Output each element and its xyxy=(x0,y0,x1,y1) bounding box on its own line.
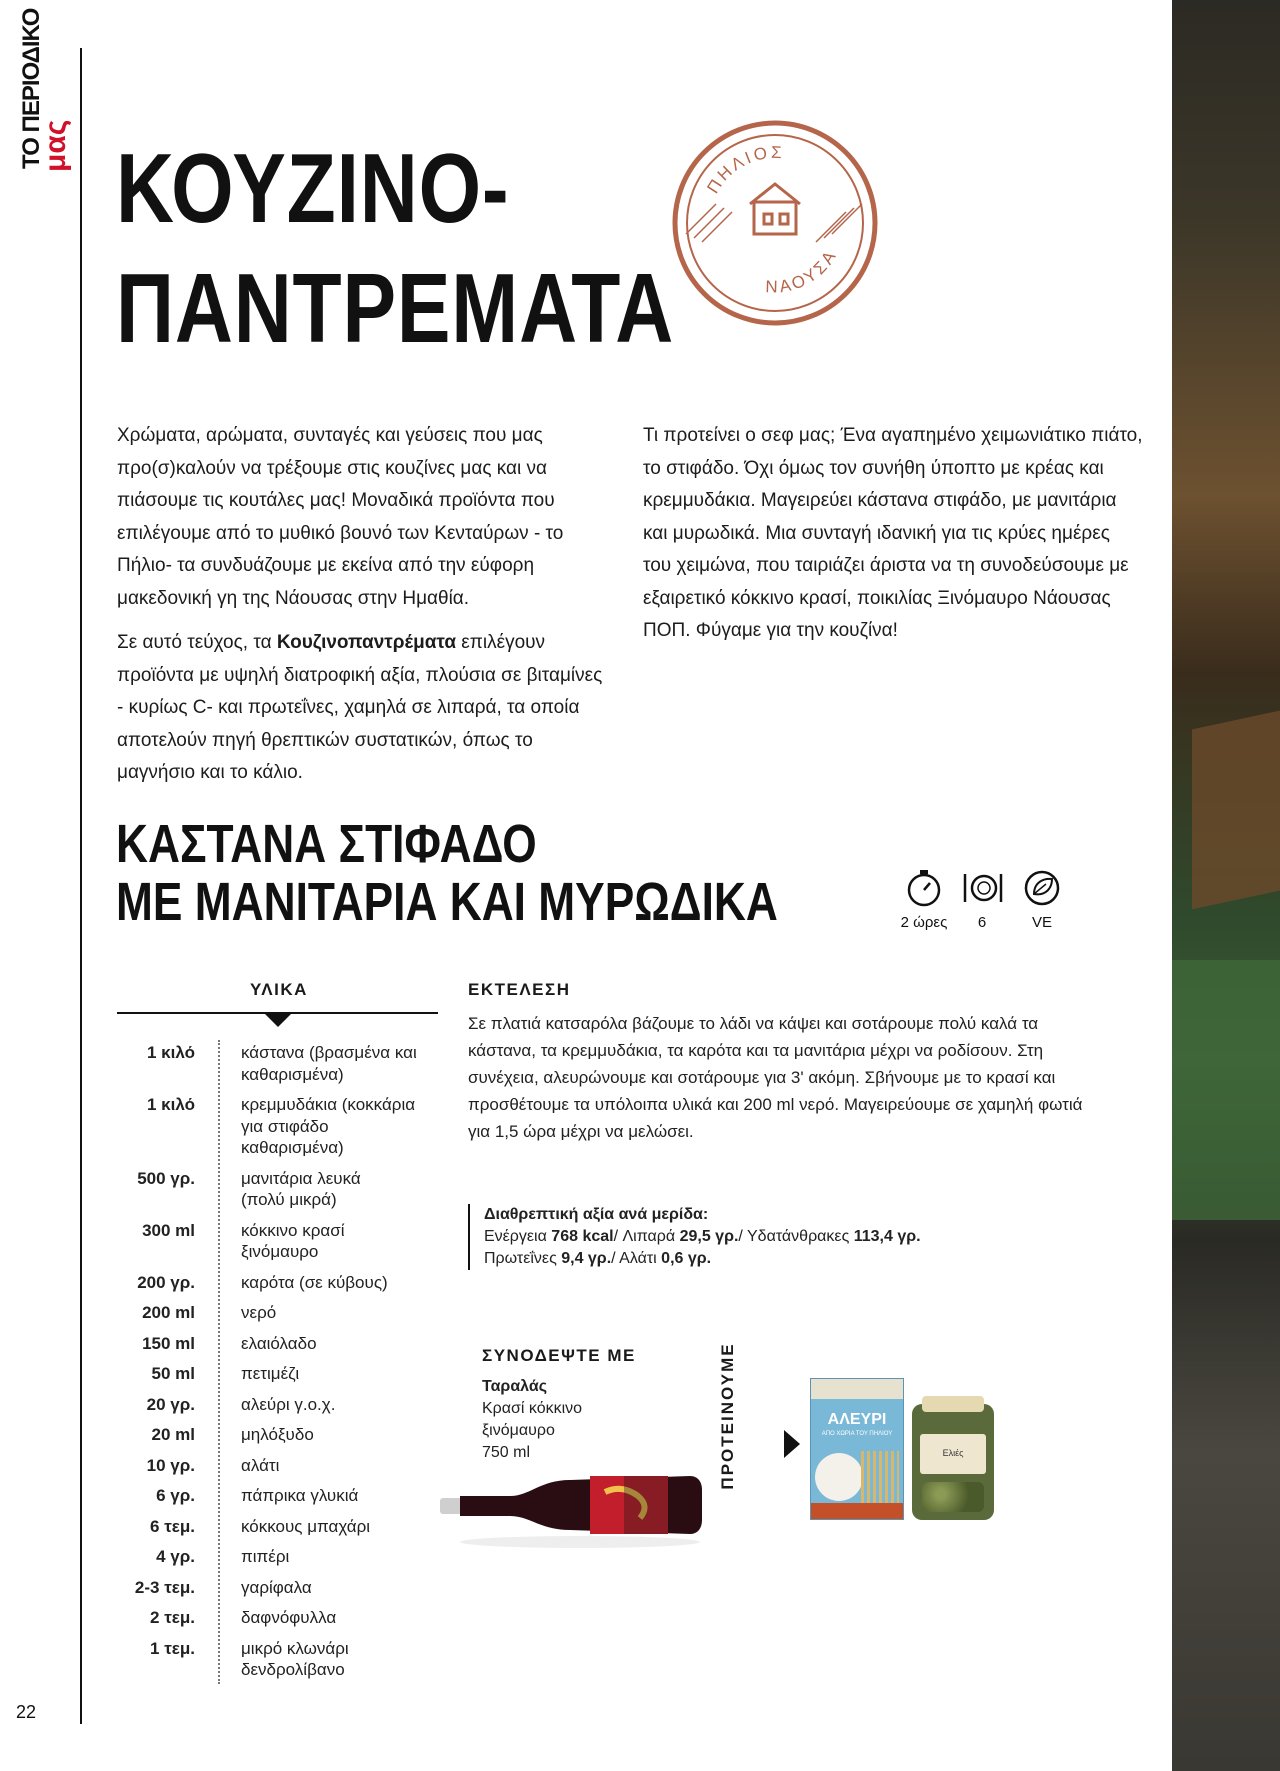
ingredient-row xyxy=(117,1094,437,1159)
wine-line-2: ξινόμαυρο xyxy=(482,1422,555,1439)
ingredient-row xyxy=(117,1485,437,1507)
photo-wood-board xyxy=(1192,711,1280,910)
ingredient-qty: 20 γρ. xyxy=(146,1394,195,1414)
time-meta xyxy=(896,868,952,931)
side-food-photo xyxy=(1172,0,1280,1771)
protein-value: 9,4 γρ. xyxy=(561,1250,612,1267)
ingredient-qty: 1 κιλό xyxy=(146,1095,195,1114)
intro-column-right xyxy=(643,420,1143,660)
masthead-line2: μας xyxy=(39,119,72,172)
recipe-title xyxy=(116,815,778,931)
servings-meta xyxy=(960,868,1004,931)
ingredient-row xyxy=(117,1363,437,1385)
ingredient-qty: 2-3 τεμ. xyxy=(134,1577,195,1597)
stopwatch-icon xyxy=(904,868,944,908)
execution-text: Σε πλατιά κατσαρόλα βάζουμε το λάδι να κάψει και σοτάρουμε πολύ καλά τα κάστανα, τα κρεμμυδάκια, τα καρότα και τα μανιτάρια μέχρι να ροδίσουν. Στη συνέχεια, αλευρώνουμε και σοτάρουμε για 3' ακόμη. Σβήνουμε με το κρασί και προσθέτουμε τα υπόλοιπα υλικά και 200 ml νερό. Μαγειρεύουμε σε χαμηλή φωτιά για 1,5 ώρα μέχρι να μελώσει. xyxy=(468,1014,1083,1141)
servings-label: 6 xyxy=(977,914,987,931)
ingredients-heading: ΥΛΙΚΑ xyxy=(250,980,308,999)
ingredient-qty: 2 τεμ. xyxy=(150,1608,195,1627)
ingredient-qty: 200 γρ. xyxy=(137,1272,195,1292)
ingredient-qty: 200 ml xyxy=(142,1303,195,1322)
diet-label: VE xyxy=(1031,914,1052,931)
ingredient-name: νερό xyxy=(241,1303,277,1322)
ingredient-name: αλάτι xyxy=(241,1455,280,1475)
ingredient-qty: 6 τεμ. xyxy=(150,1516,195,1536)
ingredient-name: μικρό κλωνάρι δενδρολίβανο xyxy=(241,1638,349,1679)
jar-label-text: Ελιές xyxy=(942,1448,964,1458)
ingredient-name: πάπρικα γλυκιά xyxy=(241,1486,359,1505)
ingredient-qty: 20 ml xyxy=(151,1425,195,1444)
ingredient-row xyxy=(117,1638,437,1681)
nutrition-heading: Διαθρεπτική αξία ανά μερίδα: xyxy=(484,1206,709,1223)
ingredient-name: μανιτάρια λευκά (πολύ μικρά) xyxy=(241,1168,361,1209)
ingredient-list xyxy=(117,1042,437,1690)
ingredient-name: μηλόξυδο xyxy=(241,1425,314,1444)
magazine-masthead xyxy=(4,8,72,190)
ingredient-qty: 4 γρ. xyxy=(156,1547,195,1566)
ingredient-row xyxy=(117,1516,437,1538)
olive-jar-image xyxy=(912,1404,994,1520)
ingredient-row xyxy=(117,1455,437,1477)
pairing-details xyxy=(482,1376,582,1464)
ingredient-row xyxy=(117,1302,437,1324)
flour-pack-subtext: ΑΠΟ ΧΩΡΙΑ ΤΟΥ ΠΗΛΙΟΥ xyxy=(821,1431,893,1437)
ingredient-qty: 1 τεμ. xyxy=(150,1638,195,1658)
suggestions-label: ΠΡΟΤΕΙΝΟΥΜΕ xyxy=(718,1342,737,1490)
ingredient-row xyxy=(117,1272,437,1294)
intro-paragraph-2-cont: επιλέγουν προϊόντα με υψηλή διατροφική αξία, πλούσια σε βιταμίνες - κυρίως C- και πρωτεΐνες, χαμηλά σε λιπαρά, τα οποία αποτελούν πηγή θρεπτικών συστατικών, όπως το μαγνήσιο και το κάλιο. xyxy=(117,632,603,783)
page-title xyxy=(116,128,674,368)
svg-text:ΝΑΟΥΣΑ xyxy=(757,241,847,308)
recipe-title-line-1: ΚΑΣΤΑΝΑ ΣΤΙΦΑΔΟ xyxy=(116,814,537,874)
wine-bottle-image xyxy=(440,1462,702,1552)
flour-pack-text: ΑΛΕΥΡΙ xyxy=(827,1411,887,1428)
stamp-bottom-text: ΝΑΟΥΣΑ xyxy=(765,245,842,297)
ingredient-row xyxy=(117,1333,437,1355)
title-line-2: ΠΑΝΤΡΕΜΑΤΑ xyxy=(116,253,675,363)
village-house-icon xyxy=(750,184,800,234)
salt-value: 0,6 γρ. xyxy=(661,1250,712,1267)
diet-meta xyxy=(1020,868,1064,931)
flour-pack-image xyxy=(810,1378,904,1520)
time-label: 2 ώρες xyxy=(900,914,948,931)
vertical-divider xyxy=(80,48,82,1724)
ingredient-row xyxy=(117,1546,437,1568)
ingredient-name: δαφνόφυλλα xyxy=(241,1608,337,1627)
ingredient-qty: 150 ml xyxy=(142,1333,195,1353)
ingredient-name: γαρίφαλα xyxy=(241,1577,312,1597)
intro-column-left xyxy=(117,420,607,802)
ingredient-name: κόκκινο κρασί ξινόμαυρο xyxy=(241,1220,345,1261)
ingredient-qty: 10 γρ. xyxy=(146,1455,195,1475)
ingredient-row xyxy=(117,1607,437,1629)
ingredient-name: κάστανα (βρασμένα και καθαρισμένα) xyxy=(241,1043,417,1084)
execution-heading: ΕΚΤΕΛΕΣΗ xyxy=(468,980,571,999)
wine-line-1: Κρασί κόκκινο xyxy=(482,1400,583,1417)
ingredient-name: αλεύρι γ.ο.χ. xyxy=(241,1394,336,1414)
masthead-line1: ΤΟ ΠΕΡΙΟΔΙΚΟ xyxy=(18,8,45,169)
intro-paragraph-2: Σε αυτό τεύχος, τα Κουζινοπαντρέματα επιλέγουν προϊόντα με υψηλή διατροφική αξία, πλούσια σε βιταμίνες - κυρίως C- και πρωτεΐνες, χαμηλά σε λιπαρά, τα οποία αποτελούν πηγή θρεπτικών συστατικών, όπως το μαγνήσιο και το κάλιο. xyxy=(117,632,603,783)
energy-value: 768 kcal xyxy=(551,1228,614,1245)
ingredient-name: ελαιόλαδο xyxy=(241,1333,317,1353)
stamp-top-text: ΠΗΛΙΟΣ xyxy=(703,142,786,197)
suggestions-pointer xyxy=(784,1430,800,1458)
photo-green-cloth xyxy=(1172,960,1280,1220)
title-line-1: ΚΟΥΖΙΝΟ- xyxy=(116,133,510,243)
pelion-naousa-stamp xyxy=(666,114,884,332)
ingredient-qty: 6 γρ. xyxy=(156,1486,195,1505)
ingredient-qty: 500 γρ. xyxy=(137,1168,195,1188)
wine-volume: 750 ml xyxy=(482,1444,531,1461)
wine-name: Ταραλάς xyxy=(482,1378,548,1395)
page-number: 22 xyxy=(16,1702,37,1722)
ingredient-name: πιπέρι xyxy=(241,1547,290,1566)
ingredient-name: κρεμμυδάκια (κοκκάρια για στιφάδο καθαρισμένα) xyxy=(241,1095,416,1157)
ingredient-name: καρότα (σε κύβους) xyxy=(241,1272,388,1292)
ingredient-row xyxy=(117,1424,437,1446)
intro-paragraph-3: Τι προτείνει ο σεφ μας; Ένα αγαπημένο χειμωνιάτικο πιάτο, το στιφάδο. Όχι όμως τον συνήθη ύποπτο με κρέας και κρεμμυδάκια. Μαγειρεύει κάστανα στιφάδο, με μανιτάρια και μυρωδικά. Μια συνταγή ιδανική για τις κρύες ημέρες του χειμώνα, που ταιριάζει άριστα να τη συνοδεύσουμε με εξαιρετικό κόκκινο κρασί, ποικιλίας Ξινόμαυρο Νάουσας ΠΟΠ. Φύγαμε για την κουζίνα! xyxy=(643,425,1143,641)
pairing-heading: ΣΥΝΟΔΕΨΤΕ ΜΕ xyxy=(482,1346,636,1365)
ingredient-row xyxy=(117,1394,437,1416)
ingredient-name: κόκκους μπαχάρι xyxy=(241,1516,371,1536)
intro-bold-term: Κουζινοπαντρέματα xyxy=(276,632,457,653)
ingredients-pointer xyxy=(264,1013,292,1027)
carbs-value: 113,4 γρ. xyxy=(853,1228,921,1245)
ingredient-row xyxy=(117,1220,437,1263)
ingredient-row xyxy=(117,1168,437,1211)
intro-paragraph-1: Χρώματα, αρώματα, συνταγές και γεύσεις που μας προ(σ)καλούν να τρέξουμε στις κουζίνες μας και να πιάσουμε τις κουτάλες μας! Μοναδικά προϊόντα που επιλέγουμε από το μυθικό βουνό των Κενταύρων - το Πήλιο- τα συνδυάζουμε με εκείνα από την εύφορη μακεδονική γη της Νάουσας στην Ημαθία. xyxy=(117,425,564,609)
ingredient-row xyxy=(117,1042,437,1085)
ingredient-row xyxy=(117,1577,437,1599)
ingredient-name: πετιμέζι xyxy=(241,1364,300,1383)
nutrition-line-1: Ενέργεια 768 kcal/ Λιπαρά 29,5 γρ./ Υδατάνθρακες 113,4 γρ. xyxy=(484,1228,921,1245)
plate-cutlery-icon xyxy=(960,868,1004,908)
ingredient-qty: 50 ml xyxy=(151,1364,195,1383)
ingredient-qty: 300 ml xyxy=(142,1220,195,1240)
fat-value: 29,5 γρ. xyxy=(679,1228,739,1245)
vegan-leaf-icon xyxy=(1022,868,1062,908)
ingredient-qty: 1 κιλό xyxy=(146,1043,195,1062)
recipe-title-line-2: ΜΕ ΜΑΝΙΤΑΡΙΑ ΚΑΙ ΜΥΡΩΔΙΚΑ xyxy=(116,872,778,932)
nutrition-box xyxy=(468,1204,921,1270)
nutrition-line-2: Πρωτεΐνες 9,4 γρ./ Αλάτι 0,6 γρ. xyxy=(484,1250,712,1267)
